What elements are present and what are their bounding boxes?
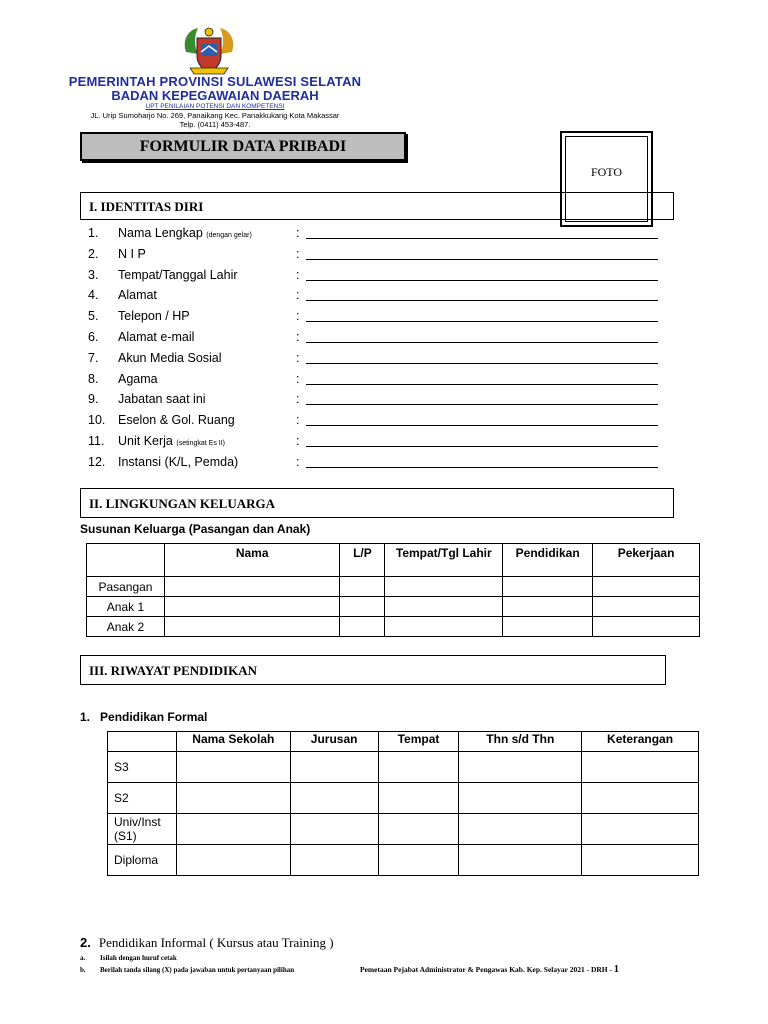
column-header: Nama — [164, 544, 340, 577]
item-number: 4. — [88, 288, 99, 303]
column-header — [108, 732, 177, 752]
table-cell[interactable] — [164, 617, 340, 637]
table-cell[interactable] — [385, 597, 503, 617]
item-label — [118, 392, 206, 406]
item-colon: : — [296, 350, 300, 365]
education-table — [107, 731, 699, 876]
fill-in-line[interactable] — [306, 384, 658, 385]
table-cell[interactable] — [459, 752, 582, 783]
row-label: S3 — [108, 752, 177, 783]
org-line-1: PEMERINTAH PROVINSI SULAWESI SELATAN — [68, 74, 362, 89]
table-row — [87, 597, 700, 617]
row-label: Anak 1 — [87, 597, 165, 617]
fill-in-line[interactable] — [306, 238, 658, 239]
column-header: Tempat/Tgl Lahir — [385, 544, 503, 577]
identity-item — [88, 392, 658, 412]
identity-item — [88, 226, 658, 246]
item-colon: : — [296, 454, 300, 469]
identity-item — [88, 288, 658, 308]
item-label-text: Unit Kerja — [118, 434, 173, 448]
table-cell[interactable] — [385, 577, 503, 597]
item-colon: : — [296, 330, 300, 344]
item-number: 7. — [88, 350, 99, 365]
table-cell[interactable] — [503, 597, 593, 617]
item-label-text: Jabatan saat ini — [118, 392, 206, 407]
fill-in-line[interactable] — [306, 300, 658, 301]
provincial-emblem-icon — [180, 22, 238, 78]
item-note: (dengan gelar) — [206, 232, 252, 239]
fill-in-line[interactable] — [306, 363, 658, 364]
identity-item — [88, 351, 658, 371]
item-colon: : — [296, 226, 300, 240]
column-header: Thn s/d Thn — [459, 732, 582, 752]
item-label — [118, 413, 235, 427]
item-label-text: Instansi (K/L, Pemda) — [118, 454, 239, 469]
item-label-text: N I P — [118, 246, 146, 261]
item-label-text: Agama — [118, 371, 158, 386]
footnote-a-text: Isilah dengan huruf cetak — [100, 954, 177, 962]
table-cell[interactable] — [582, 814, 699, 845]
row-label: Anak 2 — [87, 617, 165, 637]
table-row — [108, 845, 699, 876]
section-keluarga-header: II. LINGKUNGAN KELUARGA — [80, 488, 674, 518]
item-colon: : — [296, 434, 300, 448]
table-cell[interactable] — [378, 783, 459, 814]
address-line: JL. Urip Sumoharjo No. 269, Panaikang Kec. Panakkukang Kota Makassar — [90, 111, 340, 120]
column-header — [87, 544, 165, 577]
table-cell[interactable] — [593, 597, 700, 617]
table-cell[interactable] — [378, 814, 459, 845]
item-label — [118, 351, 222, 365]
family-table-header — [87, 544, 700, 577]
footer-text: Pemetaan Pejabat Administrator & Pengawas Kab. Kep. Selayar 2021 - DRH - — [360, 965, 612, 974]
column-header: Nama Sekolah — [176, 732, 290, 752]
item-label-text: Telepon / HP — [118, 309, 190, 324]
fill-in-line[interactable] — [306, 342, 658, 343]
table-row — [108, 752, 699, 783]
fill-in-line[interactable] — [306, 280, 658, 281]
item-colon: : — [296, 309, 300, 324]
fill-in-line[interactable] — [306, 446, 658, 447]
footnote-b — [80, 966, 294, 974]
item-colon: : — [296, 288, 300, 303]
item-number: 6. — [88, 330, 99, 344]
table-cell[interactable] — [176, 752, 290, 783]
informal-education-title — [80, 935, 334, 951]
item-label — [118, 330, 194, 344]
item-label — [118, 455, 238, 469]
table-cell[interactable] — [164, 597, 340, 617]
table-row — [108, 814, 699, 845]
table-cell[interactable] — [378, 845, 459, 876]
table-cell[interactable] — [582, 845, 699, 876]
item-colon: : — [296, 371, 300, 386]
item-label-text: Akun Media Sosial — [118, 350, 222, 365]
table-cell[interactable] — [378, 752, 459, 783]
form-title: FORMULIR DATA PRIBADI — [80, 132, 406, 161]
item-colon: : — [296, 267, 300, 282]
table-cell[interactable] — [459, 845, 582, 876]
row-label: Diploma — [108, 845, 177, 876]
table-cell[interactable] — [385, 617, 503, 637]
item-label — [118, 434, 225, 448]
fill-in-line[interactable] — [306, 404, 658, 405]
identity-item — [88, 372, 658, 392]
org-line-3: UPT PENILAIAN POTENSI DAN KOMPETENSI — [145, 103, 285, 110]
item-label — [118, 247, 146, 261]
item-colon: : — [296, 392, 300, 407]
table-cell[interactable] — [164, 577, 340, 597]
item-label-text: Tempat/Tanggal Lahir — [118, 267, 238, 282]
item-colon: : — [296, 413, 300, 428]
row-label: Pasangan — [87, 577, 165, 597]
column-header: Tempat — [378, 732, 459, 752]
identity-item — [88, 330, 658, 350]
table-cell[interactable] — [593, 577, 700, 597]
footnote-b-label: b. — [80, 966, 86, 974]
item-number: 12. — [88, 454, 106, 469]
table-cell[interactable] — [290, 783, 378, 814]
formal-education-title: 1. Pendidikan Formal — [80, 710, 208, 724]
table-cell[interactable] — [176, 783, 290, 814]
column-header: Jurusan — [290, 732, 378, 752]
informal-number: 2. — [80, 935, 91, 950]
phone-line: Telp. (0411) 453-487. — [179, 120, 251, 129]
education-table-header — [108, 732, 699, 752]
item-number: 9. — [88, 392, 99, 407]
footnote-a-label: a. — [80, 954, 86, 962]
informal-label: Pendidikan Informal ( Kursus atau Training ) — [98, 935, 334, 950]
item-number: 3. — [88, 267, 99, 282]
identity-item — [88, 247, 658, 267]
table-cell[interactable] — [340, 617, 385, 637]
family-table — [86, 543, 700, 637]
table-cell[interactable] — [503, 617, 593, 637]
table-row — [87, 577, 700, 597]
section-identitas-header: I. IDENTITAS DIRI — [80, 192, 674, 220]
section-pendidikan-header: III. RIWAYAT PENDIDIKAN — [80, 655, 666, 685]
fill-in-line[interactable] — [306, 259, 658, 260]
org-line-2: BADAN KEPEGAWAIAN DAERAH — [111, 88, 319, 103]
table-row — [87, 617, 700, 637]
table-cell[interactable] — [290, 845, 378, 876]
item-label-text: Alamat e-mail — [118, 330, 195, 344]
identity-item — [88, 309, 658, 329]
table-cell[interactable] — [290, 752, 378, 783]
fill-in-line[interactable] — [306, 425, 658, 426]
item-label-text: Nama Lengkap — [118, 226, 203, 240]
item-number: 11. — [88, 434, 105, 448]
column-header: Pendidikan — [503, 544, 593, 577]
fill-in-line[interactable] — [306, 467, 658, 468]
table-cell[interactable] — [290, 814, 378, 845]
table-cell[interactable] — [582, 783, 699, 814]
page-footer — [360, 964, 619, 975]
identity-item — [88, 434, 658, 454]
column-header: Keterangan — [582, 732, 699, 752]
item-number: 10. — [88, 413, 106, 428]
table-cell[interactable] — [176, 845, 290, 876]
item-colon: : — [296, 246, 300, 261]
table-cell[interactable] — [459, 783, 582, 814]
item-number: 5. — [88, 309, 99, 324]
table-row — [108, 783, 699, 814]
item-number: 2. — [88, 246, 99, 261]
row-label: S2 — [108, 783, 177, 814]
column-header: L/P — [340, 544, 385, 577]
item-number: 1. — [88, 226, 99, 240]
column-header: Pekerjaan — [593, 544, 700, 577]
table-cell[interactable] — [459, 814, 582, 845]
table-cell[interactable] — [593, 617, 700, 637]
footnote-b-text: Berilah tanda silang (X) pada jawaban untuk pertanyaan pilihan — [100, 966, 295, 974]
item-label — [118, 226, 252, 240]
item-label — [118, 268, 238, 282]
item-label-text: Eselon & Gol. Ruang — [118, 413, 235, 428]
table-cell[interactable] — [503, 577, 593, 597]
identity-item — [88, 413, 658, 433]
table-cell[interactable] — [176, 814, 290, 845]
table-cell[interactable] — [340, 577, 385, 597]
item-number: 8. — [88, 371, 99, 386]
footnote-a — [80, 954, 177, 962]
table-cell[interactable] — [582, 752, 699, 783]
item-label — [118, 372, 158, 386]
item-label-text: Alamat — [118, 288, 157, 303]
family-subtitle: Susunan Keluarga (Pasangan dan Anak) — [80, 522, 311, 536]
photo-label: FOTO — [590, 165, 623, 179]
page-number: 1 — [613, 964, 619, 975]
row-label: Univ/Inst (S1) — [108, 814, 177, 845]
table-cell[interactable] — [340, 597, 385, 617]
identity-item — [88, 455, 658, 475]
fill-in-line[interactable] — [306, 321, 658, 322]
item-note: (setingkat Es II) — [176, 440, 226, 447]
identity-item — [88, 268, 658, 288]
item-label — [118, 288, 157, 302]
item-label — [118, 309, 190, 323]
